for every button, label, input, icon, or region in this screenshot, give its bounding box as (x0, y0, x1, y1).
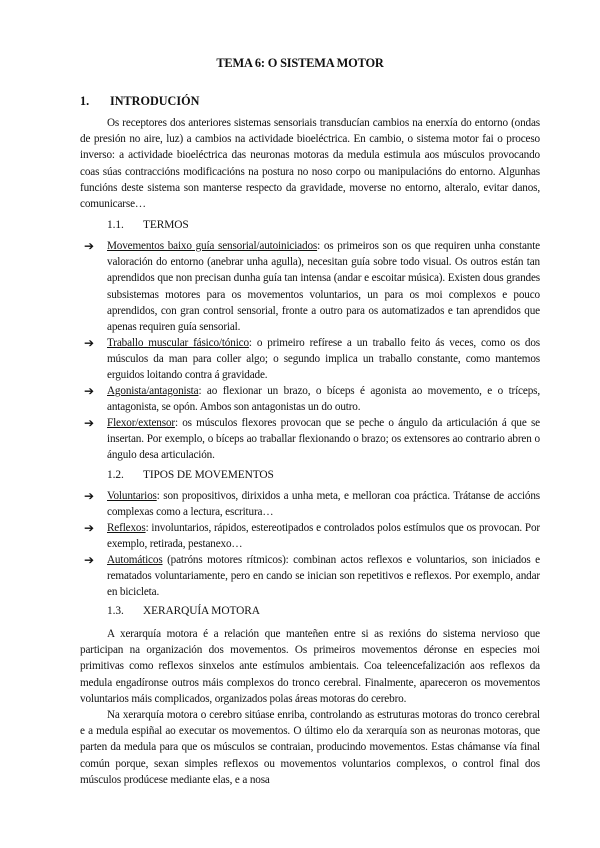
list-item (107, 488, 540, 520)
list-item-text: : involuntarios, rápidos, estereotipados e controlados polos estímulos que os provocan. Por exemplo, retirada, pestanexo… (107, 522, 540, 551)
subsection-heading-termos (107, 219, 189, 231)
section-heading-introduction (80, 94, 199, 109)
list-item (107, 415, 540, 464)
list-item-text: : ao flexionar un brazo, o bíceps é agonista ao movemento, e o tríceps, antagonista, se opón. Ambos son antagonistas un do outro. (107, 385, 540, 414)
body-paragraph: Na xerarquía motora o cerebro sitúase enriba, controlando as estruturas motoras do tronco cerebral e a medula espiñal ao executar os movementos. O último elo da xerarquía son as neuronas motoras, que parten da medula para que os músculos se contraian, producindo movementos. Estas chámanse vía final común porque, sexan simples reflexos ou movementos voluntarios complexos, o control final dos músculos prodúcese mediante elas, e a nosa (80, 709, 540, 786)
list-item-term: Reflexos (107, 522, 146, 534)
arrow-bullet-icon: ➔ (84, 336, 95, 350)
list-item (107, 552, 540, 601)
list-item-term: Voluntarios (107, 490, 157, 502)
section-title: INTRODUCIÓN (110, 94, 200, 108)
list-item-text: : o primeiro refírese a un traballo feito ás veces, como os dos músculos da man para coller algo; o segundo implica un traballo constante, como mantemos erguidos loitando contra á gravidade. (107, 337, 540, 382)
list-item-text: : son propositivos, dirixidos a unha meta, e melloran coa práctica. Trátanse de accións complexas como a lectura, escritura… (107, 490, 540, 519)
subsection-title: TERMOS (143, 219, 189, 231)
page-title: TEMA 6: O SISTEMA MOTOR (216, 56, 384, 70)
arrow-bullet-icon: ➔ (84, 416, 95, 430)
arrow-bullet-icon: ➔ (84, 521, 95, 535)
arrow-bullet-icon: ➔ (84, 553, 95, 567)
list-item (107, 335, 540, 384)
list-item (107, 520, 540, 552)
list-item-term: Traballo muscular fásico/tónico (107, 337, 249, 349)
subsection-title: XERARQUÍA MOTORA (143, 605, 260, 617)
arrow-bullet-icon: ➔ (84, 239, 95, 253)
subsection-heading-tipos (107, 469, 274, 481)
intro-paragraph: Os receptores dos anteriores sistemas sensoriais transducían cambios na enerxía do entorno (ondas de presión no aire, luz) a cambios na actividade bioeléctrica. En cambio, o sistema motor fai o proceso inverso: a actividade bioeléctrica das neuronas motoras da medula estimula aos músculos provocando coas súas contraccións modificacións na postura no noso corpo ou manipulacións do entorno. Algunhas funcións deste sistema son manterse respecto da gravidade, moverse no entorno, alteralo, evitar danos, comunicarse… (80, 117, 540, 211)
list-item-term: Flexor/extensor (107, 417, 175, 429)
list-item-term: Automáticos (107, 554, 163, 566)
subsection-number: 1.3. (107, 605, 124, 617)
list-item-text: : os primeiros son os que requiren unha constante valoración do entorno (anebrar unha agulla), necesitan guía sobre todo visual. Os outros están tan aprendidos que non precisan dunha guía tan intensa (andar e escoitar música). Existen dous grandes subsistemas motores para os movementos voluntarios, un para os moi complexos e pouco aprendidos, con gran control sensorial, fronte a outro para os automatizados e tan aprendidos que apenas requiren guía sensorial. (107, 240, 540, 334)
subsection-number: 1.2. (107, 469, 124, 481)
arrow-bullet-icon: ➔ (84, 489, 95, 503)
list-item (107, 238, 540, 335)
list-item-text: (patróns motores rítmicos): combinan actos reflexos e voluntarios, son iniciados e rematados voluntariamente, pero en cando se inician son repetitivos e reflexos. Por exemplo, andar en bicicleta. (107, 554, 540, 599)
list-item-text: : os músculos flexores provocan que se peche o ángulo da articulación á que se insertan. Por exemplo, o bíceps ao traballar flexionando o brazo; os extensores ao contrario abren o ángulo desa articulación. (107, 417, 540, 462)
section-number: 1. (80, 94, 90, 108)
subsection-title: TIPOS DE MOVEMENTOS (143, 469, 274, 481)
body-paragraph: A xerarquía motora é a relación que manteñen entre si as rexións do sistema nervioso que participan na organización dos movementos. Os primeiros movementos déronse en especies moi primitivas como reflexos sinxelos ante estímulos ambientais. Coa teleencefalización aos reflexos da medula engadíronse outros máis complexos do tronco cerebral. Finalmente, apareceron os movementos voluntarios máis complicados, organizados polas áreas motoras do cerebro. (80, 628, 540, 705)
list-item-term: Agonista/antagonista (107, 385, 199, 397)
subsection-heading-xerarquia (107, 605, 260, 617)
subsection-number: 1.1. (107, 219, 124, 231)
list-item (107, 383, 540, 415)
arrow-bullet-icon: ➔ (84, 384, 95, 398)
list-item-term: Movementos baixo guía sensorial/autoiniciados (107, 240, 318, 252)
